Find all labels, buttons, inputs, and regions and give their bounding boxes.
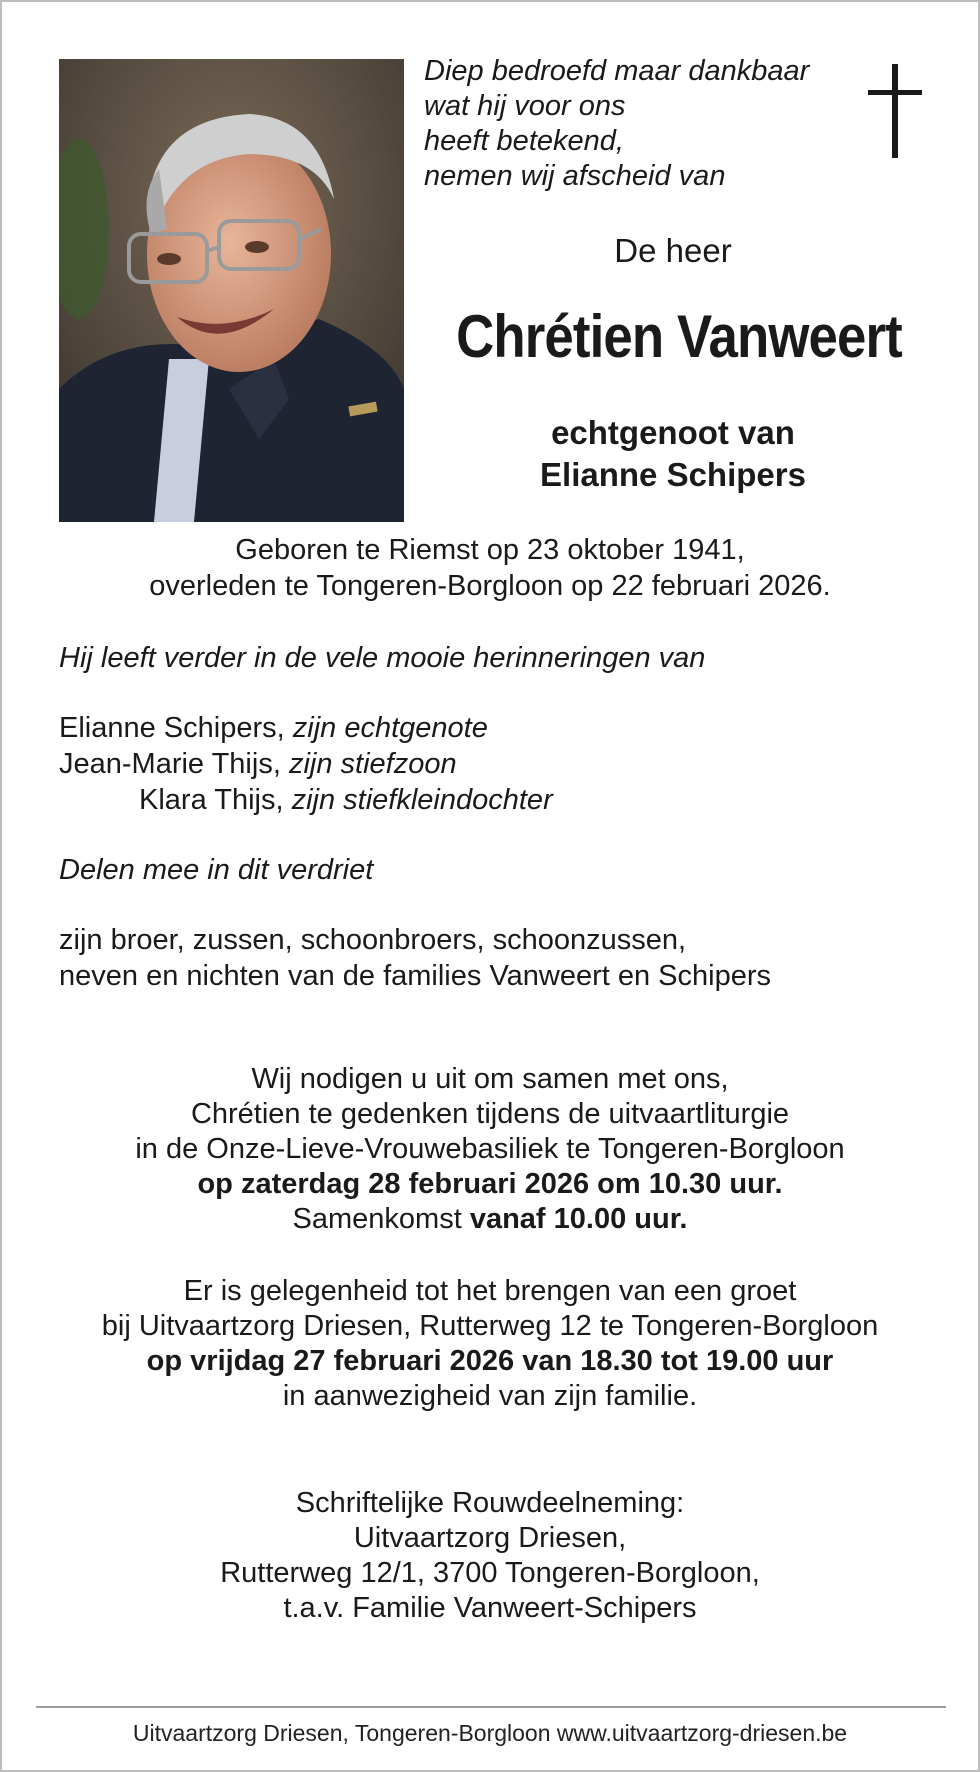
gathering-time: vanaf 10.00 uur.: [469, 1203, 688, 1235]
family-member-name: Klara Thijs,: [139, 784, 284, 816]
family-member: [59, 746, 553, 782]
relatives-line: neven en nichten van de families Vanweert en Schipers: [59, 960, 772, 992]
family-member: [59, 782, 553, 818]
deceased-name: Chrétien Vanweert: [456, 303, 902, 370]
gathering-line: [2, 1202, 978, 1237]
footer-divider: [36, 1706, 946, 1708]
intro-line: wat hij voor ons: [424, 90, 626, 122]
family-member: [59, 710, 553, 746]
condolence-line: Schriftelijke Rouwdeelneming:: [295, 1487, 685, 1519]
salutation: De heer: [614, 232, 732, 269]
family-member-name: Elianne Schipers,: [59, 712, 285, 744]
condolence-address: [2, 1486, 978, 1626]
visitation-line: bij Uitvaartzorg Driesen, Rutterweg 12 te Tongeren-Borgloon: [101, 1310, 879, 1342]
service-line: in de Onze-Lieve-Vrouwebasiliek te Tongeren-Borgloon: [135, 1133, 845, 1165]
footer-text: Uitvaartzorg Driesen, Tongeren-Borgloon www.uitvaartzorg-driesen.be: [132, 1720, 848, 1746]
family-member-name: Jean-Marie Thijs,: [59, 748, 281, 780]
intro-text: [424, 54, 844, 194]
gathering-label: Samenkomst: [292, 1203, 462, 1235]
spouse-line: echtgenoot van: [551, 414, 795, 451]
visitation-info: [2, 1274, 978, 1414]
family-member-relation: zijn stiefkleindochter: [291, 784, 553, 816]
birth-death-info: [2, 532, 978, 604]
service-date: op zaterdag 28 februari 2026 om 10.30 uur.: [197, 1168, 783, 1200]
intro-line: nemen wij afscheid van: [424, 160, 726, 192]
spouse-info: [424, 412, 922, 496]
death-line: overleden te Tongeren-Borgloon op 22 februari 2026.: [149, 570, 831, 602]
grief-intro: Delen mee in dit verdriet: [59, 854, 374, 886]
family-member-relation: zijn echtgenote: [292, 712, 488, 744]
family-list: [59, 710, 553, 818]
spouse-line: Elianne Schipers: [540, 456, 806, 493]
intro-line: heeft betekend,: [424, 125, 624, 157]
funeral-service-info: [2, 1062, 978, 1237]
service-line: Wij nodigen u uit om samen met ons,: [251, 1063, 729, 1095]
relatives-line: zijn broer, zussen, schoonbroers, schoonzussen,: [59, 924, 687, 956]
birth-line: Geboren te Riemst op 23 oktober 1941,: [235, 534, 745, 566]
visitation-line: Er is gelegenheid tot het brengen van een groet: [183, 1275, 797, 1307]
condolence-line: Rutterweg 12/1, 3700 Tongeren-Borgloon,: [220, 1557, 760, 1589]
portrait-photo: [59, 59, 404, 522]
visitation-date: op vrijdag 27 februari 2026 van 18.30 tot 19.00 uur: [146, 1345, 834, 1377]
condolence-line: t.a.v. Familie Vanweert-Schipers: [283, 1592, 697, 1624]
intro-line: Diep bedroefd maar dankbaar: [424, 55, 810, 87]
service-line: Chrétien te gedenken tijdens de uitvaartliturgie: [190, 1098, 790, 1130]
condolence-line: Uitvaartzorg Driesen,: [353, 1522, 627, 1554]
memories-intro: Hij leeft verder in de vele mooie herinneringen van: [59, 642, 706, 674]
cross-icon: [866, 62, 926, 162]
visitation-line: in aanwezigheid van zijn familie.: [282, 1380, 698, 1412]
relatives: [59, 922, 771, 994]
family-member-relation: zijn stiefzoon: [288, 748, 457, 780]
